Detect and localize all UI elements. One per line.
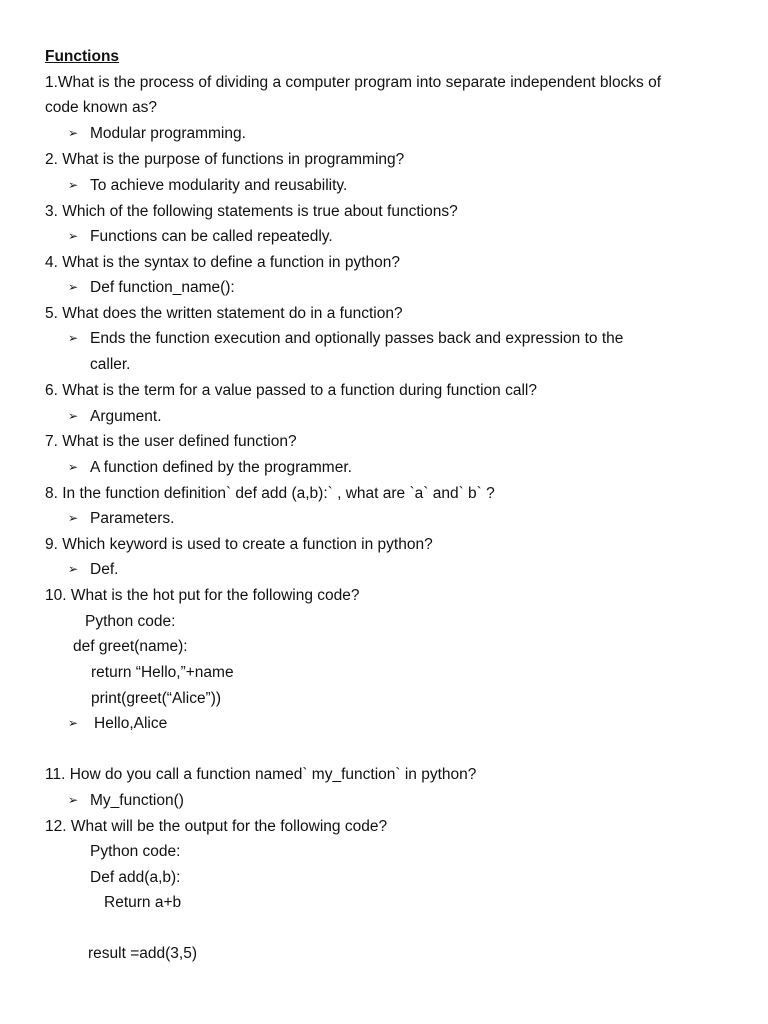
question-2: 2. What is the purpose of functions in programming? [45, 151, 405, 168]
arrowhead-bullet-icon: ➢ [68, 511, 79, 525]
code-label: Python code: [90, 843, 181, 860]
answer-2-text: To achieve modularity and reusability. [90, 177, 348, 194]
code-line: Def add(a,b): [90, 869, 181, 886]
question-10: 10. What is the hot put for the following code? [45, 587, 360, 604]
answer-1 [68, 124, 246, 144]
question-11: 11. How do you call a function named` my_function` in python? [45, 766, 477, 783]
question-6: 6. What is the term for a value passed to a function during function call? [45, 382, 537, 399]
answer-11-text: My_function() [90, 792, 184, 809]
question-9: 9. Which keyword is used to create a function in python? [45, 536, 433, 553]
answer-5-line-1 [68, 329, 623, 349]
answer-4 [68, 278, 235, 298]
answer-1-text: Modular programming. [90, 125, 246, 142]
code-line: print(greet(“Alice”)) [91, 690, 222, 707]
arrowhead-bullet-icon: ➢ [68, 178, 79, 192]
answer-7 [68, 458, 352, 478]
document-title: Functions [45, 48, 120, 65]
question-5: 5. What does the written statement do in a function? [45, 305, 403, 322]
answer-6-text: Argument. [90, 408, 162, 425]
code-line: result =add(3,5) [88, 945, 197, 962]
arrowhead-bullet-icon: ➢ [68, 280, 79, 294]
answer-5-text: Ends the function execution and optionally passes back and expression to the [90, 330, 624, 347]
code-label: Python code: [85, 613, 176, 630]
question-4: 4. What is the syntax to define a function in python? [45, 254, 400, 271]
question-1-line-2: code known as? [45, 99, 158, 116]
answer-3-text: Functions can be called repeatedly. [90, 228, 333, 245]
arrowhead-bullet-icon: ➢ [68, 716, 79, 730]
code-line: return “Hello,”+name [91, 664, 234, 681]
question-12: 12. What will be the output for the following code? [45, 818, 388, 835]
code-line: Return a+b [104, 894, 182, 911]
arrowhead-bullet-icon: ➢ [68, 331, 79, 345]
question-3: 3. Which of the following statements is true about functions? [45, 203, 458, 220]
answer-4-text: Def function_name(): [90, 279, 235, 296]
answer-8-text: Parameters. [90, 510, 175, 527]
code-line: def greet(name): [73, 638, 188, 655]
question-8: 8. In the function definition` def add (a,b):` , what are `a` and` b` ? [45, 485, 495, 502]
arrowhead-bullet-icon: ➢ [68, 126, 79, 140]
answer-10-text: Hello,Alice [94, 715, 168, 732]
answer-8 [68, 509, 174, 529]
arrowhead-bullet-icon: ➢ [68, 409, 79, 423]
question-1-line-1: 1.What is the process of dividing a computer program into separate independent blocks of [45, 74, 662, 91]
answer-7-text: A function defined by the programmer. [90, 459, 352, 476]
answer-2 [68, 176, 347, 196]
answer-5-line-2: caller. [90, 356, 131, 373]
answer-3 [68, 227, 333, 247]
arrowhead-bullet-icon: ➢ [68, 229, 79, 243]
arrowhead-bullet-icon: ➢ [68, 460, 79, 474]
answer-9 [68, 560, 118, 580]
answer-10 [68, 714, 167, 734]
arrowhead-bullet-icon: ➢ [68, 793, 79, 807]
answer-11 [68, 791, 184, 811]
answer-9-text: Def. [90, 561, 119, 578]
question-7: 7. What is the user defined function? [45, 433, 297, 450]
answer-6 [68, 407, 162, 427]
arrowhead-bullet-icon: ➢ [68, 562, 79, 576]
